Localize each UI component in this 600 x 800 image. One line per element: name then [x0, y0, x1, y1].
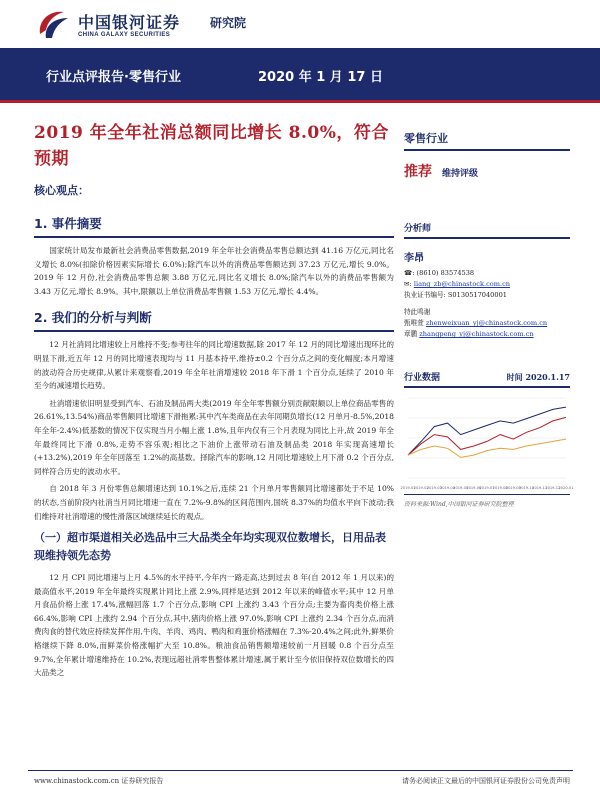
market-heading: 行业数据 [404, 373, 441, 383]
cert-number: S0130517040001 [447, 291, 507, 299]
chart-x-tick-label: 2019-09 [505, 486, 521, 490]
chart-x-tick-label: 2019-10 [518, 486, 535, 490]
section-analysis [34, 308, 394, 523]
chart-bottom-rule [404, 494, 570, 495]
chart-x-tick-label: 2019-11 [532, 486, 548, 490]
logo-institute-text: 研究院 [210, 16, 247, 30]
report-type: 行业点评报告·零售行业 [46, 70, 181, 85]
chart-x-tick-label: 2019-01 [400, 486, 416, 490]
industry-line-chart [400, 392, 574, 492]
paragraph: 12 月社消同比增速较上月维持不变;参考往年的同比增速数据,除 2017 年 12 月的同比增速出现环比的明显下滑,近五年 12 月的同比增速表现均与 11 月基本持平,维持±0.2 个百分点之间的变化幅度;本月增速的波动符合历史规律,从累计来观察看,2019 年全年社消增速较 2018 年下滑 1 个百分点,延续了 2010 年至今的减速增长趋势。 [34, 340, 394, 391]
section-event-summary [34, 214, 394, 298]
sidebar-rule [404, 386, 570, 388]
assistant-row [404, 318, 570, 329]
paragraph: 12 月 CPI 同比增速与上月 4.5%的水平持平,今年内一路走高,达到过去 8 年(自 2012 年 1 月以来)的最高值水平,2019 年全年最终实现累计同比上涨 2.9%,同样是达到 2012 年以来的峰值水平;其中 12 月单月食品价格上涨 17.4%,涨幅回落 1.7 个百分点,影响 CPI 上涨约 3.43 个百分点;主要为畜肉类价格上涨 66.4%,影响 CPI 上涨约 2.94 个百分点,其中,猪肉价格上涨 97.0%,影响 CPI 上涨约 2.34 个百分点,而消费肉食的替代效应持续发挥作用,牛肉、羊肉、鸡肉、鸭肉和鸡蛋价格涨幅在 7.3%-20.4%之间;此外,鲜果价格继续下降 8.0%,而鲜菜价格涨幅扩大至 10.8%。粮油食品销售额增速较前一月回暖 0.8 个百分点至 9.7%,全年累计增速维持在 10.2%,表现远超社消零售整体累计增速,属于累计至今依旧保持双位数增长的四大品类之 [34, 573, 394, 678]
analyst-email-link[interactable]: liang_zb@chinastock.com.cn [413, 280, 511, 288]
market-header [404, 370, 570, 383]
paragraph: 社消增速依旧明显受到汽车、石油及制品两大类(2019 年全年零售额分别贡献限额以上单位商品零售的 26.61%,13.54%)商品零售额同比增速下滑拖累:其中汽车类商品在去年同期负增长(12 月单月-8.5%,2018 年全年-2.4%)低基数的情况下仅实现当月小幅上涨 1.8%,且年内仅有三个月表现为同比上升,故 2019 年全年最终同比下滑 0.8%,走势不容乐观;相比之下油价上涨带动石油及制品类 2018 年实现高速增长(+13.2%),2019 年全年回落至 1.2%的高基数。择除汽车的影响,12 月同比增速较上月下滑 0.2 个百分点,同样符合历史的波动水平。 [34, 398, 394, 476]
rating-label: 推荐 [404, 164, 432, 180]
rating-row [404, 161, 570, 181]
main-column [34, 120, 394, 680]
report-date: 2020 年 1 月 17 日 [258, 70, 383, 85]
cert-label: 执业证书编号: [404, 291, 446, 299]
section-heading: 1. 事件摘要 [34, 216, 102, 231]
chart-x-tick-label: 2019-05 [453, 486, 469, 490]
section-heading: 2. 我们的分析与判断 [34, 310, 152, 326]
chart-series-line-0 [408, 407, 566, 455]
assistant-row [404, 329, 570, 340]
chart-x-tick-label: 2019-12 [545, 486, 561, 490]
cert-row [404, 290, 570, 301]
chart-x-tick-label: 2019-02 [413, 486, 429, 490]
chart-x-tick-label: 2019-07 [479, 486, 495, 490]
section-rule [34, 330, 394, 332]
header-banner-rule [0, 100, 600, 103]
chart-source: 资料来源:Wind,中国银河证券研究院整理 [404, 501, 514, 508]
paragraph: 国家统计局发布最新社会消费品零售数据,2019 年全年社会消费品零售总额达到 41.16 万亿元,同比名义增长 8.0%(扣除价格因素实际增长 6.0%);除汽车以外的消费品零售额达到 37.23 万亿元,增长 9.0%。2019 年 12 月份,社会消费品零售总额 3.88 万亿元,同比名义增长 8.0%;除汽车以外的消费品零售额为 3.43 万亿元,增长 8.9%。其中,限额以上单位消费品零售额 1.53 万亿元,增长 4.4%。 [34, 246, 394, 296]
chart-x-tick-label: 2019-08 [492, 486, 508, 490]
footer-disclaimer: 请务必阅读正文最后的中国银河证券股份公司免责声明 [402, 777, 570, 785]
analyst-name: 李昂 [404, 253, 424, 264]
email-icon: ✉: [404, 280, 412, 288]
chart-x-tick-label: 2019-06 [466, 486, 482, 490]
sidebar-rule [404, 237, 570, 239]
footer-website[interactable]: www.chinastock.com.cn 证券研究报告 [34, 777, 164, 785]
analyst-block [404, 221, 570, 340]
section-rule [34, 236, 394, 238]
chart-x-tick-label: 2020-01 [558, 486, 574, 490]
market-data-block [400, 370, 574, 508]
galaxy-logo-icon [36, 8, 72, 42]
market-time: 时间 2020.1.17 [506, 372, 570, 382]
chart-x-tick-label: 2019-04 [439, 486, 456, 490]
core-viewpoint-label: 核心观点： [34, 184, 89, 197]
assistant-email-link[interactable]: zhangpeng_yj@chinastock.com.cn [419, 330, 534, 338]
phone-icon: ☎: [404, 269, 415, 277]
assistant-email-link[interactable]: zhenweixuan_yj@chinastock.com.cn [425, 319, 548, 327]
paragraph: 自 2018 年 3 月份零售总额增速达到 10.1%之后,连续 21 个月单月零售额同比增速都处于不足 10%的状态,当前阶段内社消当月同比增速一直在 7.2%-9.8%的区间范围内,国统 8.37%的均值水平向下波动;我们维持对社消增速的慢性滑落区域继续延长的观点。 [34, 484, 394, 521]
analyst-email-row [404, 279, 570, 290]
logo-en-text: CHINA GALAXY SECURITIES [78, 32, 171, 38]
section-supermarket [34, 529, 394, 680]
analyst-phone: (8610) 83574538 [416, 269, 475, 277]
company-logo [36, 8, 276, 42]
rating-suffix: 维持评级 [442, 169, 479, 179]
industry-label: 零售行业 [404, 132, 448, 145]
analyst-phone-row [404, 268, 570, 279]
chart-x-tick-label: 2019-03 [426, 486, 442, 490]
sidebar [400, 130, 574, 508]
assistant-name: 甄唯萱 [404, 319, 424, 327]
sidebar-rule [404, 149, 570, 151]
chart-series-line-1 [408, 417, 566, 455]
subsection-heading: （一）超市渠道相关必选品中三大品类全年均实现双位数增长，日用品表现维持领先态势 [34, 531, 386, 563]
logo-cn-text: 中国银河证券 [78, 13, 181, 32]
report-title: 2019 年全年社消总额同比增长 8.0%，符合预期 [34, 123, 389, 169]
assist-label: 特此鸣谢 [404, 308, 431, 316]
assistant-name: 章鹏 [404, 330, 418, 338]
analyst-heading: 分析师 [404, 224, 432, 234]
footer-rule [28, 770, 573, 771]
